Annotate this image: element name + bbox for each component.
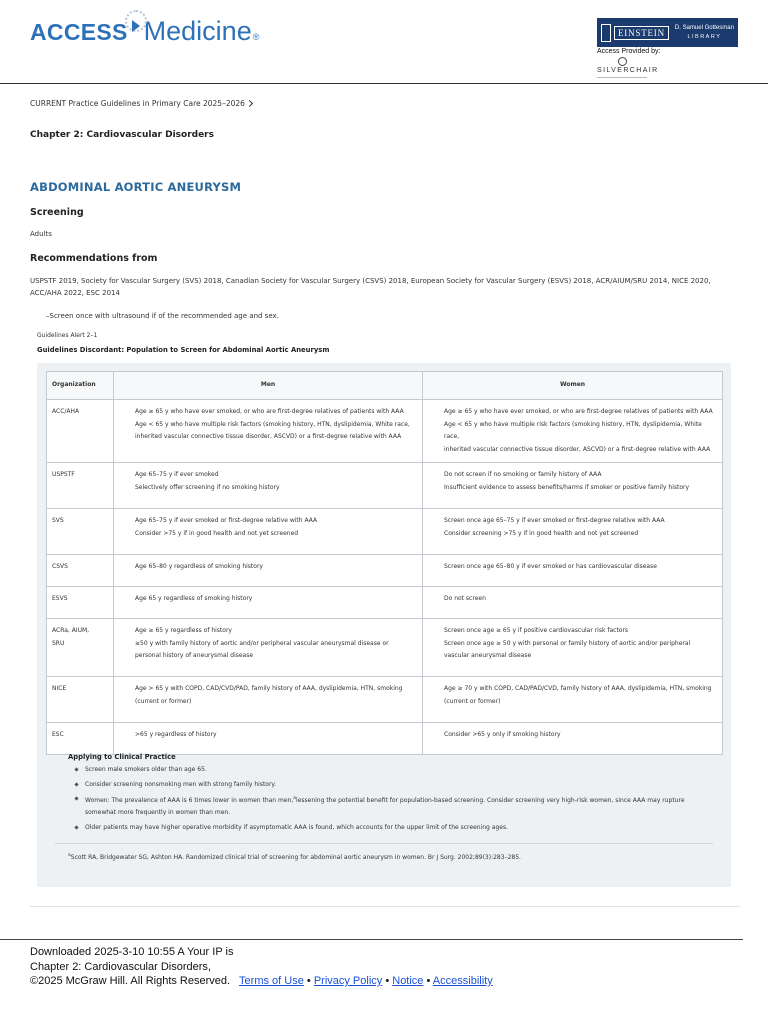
library-label: LIBRARY (687, 33, 722, 40)
accessmedicine-logo[interactable] (30, 14, 259, 47)
guidelines-alert-label: Guidelines Alert 2–1 (37, 332, 98, 339)
download-info: Downloaded 2025-3-10 10:55 A Your IP is (30, 946, 234, 958)
column-header-organization: Organization (47, 372, 114, 400)
screening-heading: Screening (30, 207, 84, 218)
cell-text-line: Age > 65 y with COPD, CAD/CVD/PAD, family history of AAA, dyslipidemia, HTN, smoking (135, 685, 403, 692)
cell-text-line: Selectively offer screening if no smoking history (135, 483, 280, 491)
cell-text-line: Screen once age ≥ 50 y with personal or family history of aortic and/or peripheral (444, 639, 691, 647)
recommendation-note: –Screen once with ultrasound if of the recommended age and sex. (46, 312, 279, 320)
cell-women (423, 619, 723, 677)
cell-text-line: Insufficient evidence to assess benefits/harms if smoker or positive family history (444, 483, 690, 491)
cell-organization (47, 723, 114, 755)
cell-text-line: Age 65–80 y regardless of smoking history (135, 563, 263, 570)
cell-organization (47, 555, 114, 587)
cell-text-line: personal history of aneurysmal disease (135, 652, 254, 659)
cell-text-line: SRU (52, 639, 65, 647)
access-provided-by: Access Provided by: (597, 48, 661, 55)
cell-text-line: Age < 65 y who have multiple risk factors (smoking history, HTN, dyslipidemia, White race, (135, 420, 410, 428)
cell-men (114, 723, 423, 755)
bullet-icon (74, 782, 78, 786)
applying-title: Applying to Clinical Practice (68, 753, 176, 761)
footnote-marker[interactable]: a (293, 796, 297, 801)
einstein-label: EINSTEIN (614, 26, 669, 40)
link-separator: • (423, 975, 433, 987)
library-mark-icon (601, 24, 611, 42)
bullet-icon (74, 825, 78, 829)
content-end-divider (30, 906, 740, 907)
copyright-text: ©2025 McGraw Hill. All Rights Reserved. (30, 975, 231, 987)
guidelines-table (46, 371, 723, 755)
cell-text-line: ESC (52, 731, 64, 738)
list-item (68, 779, 718, 791)
population-label: Adults (30, 230, 52, 238)
cell-text-line: Do not screen if no smoking or family history of AAA (444, 471, 602, 478)
list-item-text: Consider screening nonsmoking men with strong family history. (85, 780, 277, 788)
section-title: ABDOMINAL AORTIC ANEURYSM (30, 180, 242, 194)
footnote-text: Scott RA, Bridgewater SG, Ashton HA. Randomized clinical trial of screening for abdominal aortic aneurysm in women. Br J Surg. 2002;89(3):283–285. (70, 854, 521, 861)
cell-men (114, 400, 423, 463)
footer-divider (0, 939, 743, 940)
list-item (68, 764, 718, 776)
footer-chapter: Chapter 2: Cardiovascular Disorders, (30, 960, 211, 973)
cell-text-line: inherited vascular connective tissue disorder, ASCVD) or a first-degree relative with AAA (444, 445, 711, 453)
silverchair-icon (618, 57, 627, 66)
bullet-icon (74, 796, 78, 800)
link-separator: • (382, 975, 393, 987)
chevron-right-icon (246, 100, 253, 107)
list-item-text: Women: The prevalence of AAA is 6 times lower in women than men, (85, 797, 294, 804)
guidelines-alert-panel (37, 363, 731, 887)
cell-organization (47, 677, 114, 723)
cell-women (423, 555, 723, 587)
breadcrumb[interactable] (30, 99, 252, 108)
table-row (47, 587, 723, 619)
recommendations-heading: Recommendations from (30, 253, 158, 264)
cell-text-line: ESVS (52, 595, 68, 602)
cell-text-line: Consider screening >75 y if in good health and not yet screened (444, 529, 639, 537)
page-header (0, 0, 768, 84)
column-header-men: Men (114, 372, 423, 400)
table-body (47, 400, 723, 755)
cell-text-line: (current or former) (444, 697, 501, 705)
cell-text-line: Screen once age ≥ 65 y if positive cardiovascular risk factors (444, 627, 629, 634)
cell-men (114, 677, 423, 723)
cell-text-line: SVS (52, 517, 64, 524)
cell-text-line: ACRa, AIUM, (52, 627, 90, 634)
applying-to-clinical-practice (68, 753, 718, 836)
cell-text-line: vascular aneurysmal disease (444, 652, 532, 659)
cell-text-line: Screen once age 65–75 y if ever smoked or first-degree relative with AAA (444, 517, 665, 524)
library-name: D. Samuel Gottesman (674, 25, 734, 32)
cell-women (423, 400, 723, 463)
cell-women (423, 509, 723, 555)
chapter-title: Chapter 2: Cardiovascular Disorders (30, 130, 214, 140)
cell-women (423, 677, 723, 723)
cell-text-line: NICE (52, 685, 67, 692)
cell-men (114, 509, 423, 555)
footnote (68, 853, 521, 861)
cell-text-line: inherited vascular connective tissue disorder, ASCVD) or a first-degree relative with AAA (135, 433, 402, 440)
footnote-marker: a (68, 853, 71, 858)
table-row (47, 619, 723, 677)
cell-text-line: Age 65–75 y if ever smoked or first-degree relative with AAA (135, 517, 318, 524)
page-footer (30, 945, 493, 989)
cell-text-line: Age < 65 y who have multiple risk factors (smoking history, HTN, dyslipidemia, White race, (444, 420, 702, 440)
cell-text-line: USPSTF (52, 471, 75, 478)
logo-medicine-text: Medicine (143, 16, 252, 46)
list-item (68, 822, 718, 834)
logo-access-text: ACCESS (30, 19, 128, 45)
column-header-women: Women (423, 372, 723, 400)
notice-link[interactable]: Notice (392, 975, 424, 987)
cell-organization (47, 400, 114, 463)
applying-list (68, 764, 718, 834)
cell-organization (47, 587, 114, 619)
cell-text-line: Consider >75 y if in good health and not yet screened (135, 529, 299, 537)
cell-text-line: Age ≥ 65 y regardless of history (135, 627, 232, 634)
cell-text-line: Screen once age 65–80 y if ever smoked or has cardiovascular disease (444, 563, 657, 570)
cell-text-line: >65 y regardless of history (135, 731, 217, 738)
terms-of-use-link[interactable]: Terms of Use (239, 975, 304, 987)
provider-divider (597, 77, 647, 78)
cell-women (423, 587, 723, 619)
list-item-text: lessening the potential benefit for population-based screening. Consider screening very high-risk women, since AAA may rupture (296, 797, 685, 804)
list-item-text: Screen male smokers older than age 65. (85, 766, 207, 773)
cell-men (114, 619, 423, 677)
cell-men (114, 463, 423, 509)
breadcrumb-book-title[interactable]: CURRENT Practice Guidelines in Primary Care 2025–2026 (30, 99, 245, 108)
table-row (47, 677, 723, 723)
privacy-policy-link[interactable]: Privacy Policy (313, 975, 383, 987)
cell-text-line: Age 65 y regardless of smoking history (135, 595, 253, 602)
logo-registered-mark: ® (252, 32, 260, 42)
table-row (47, 509, 723, 555)
table-row (47, 400, 723, 463)
footer-copyright-row (30, 974, 493, 989)
bullet-icon (74, 767, 78, 771)
recommendations-sources: USPSTF 2019, Society for Vascular Surgery (SVS) 2018, Canadian Society for Vascular Surgery (CSVS) 2018, European Society for Vascular Surgery (ESVS) 2018, ACR/AIUM/SRU 2014, NICE 2020, ACC/AHA 2022, ESC 2014 (30, 277, 711, 297)
list-item (68, 793, 718, 819)
cell-text-line: Do not screen (444, 595, 486, 602)
list-item-text: Older patients may have higher operative morbidity if asymptomatic AAA is found, which accounts for the upper limit of the screening ages. (85, 823, 508, 831)
cell-organization (47, 463, 114, 509)
cell-text-line: Age 65–75 y if ever smoked (135, 471, 219, 478)
provider-name: SILVERCHAIR (597, 67, 659, 74)
cell-text-line: Age ≥ 65 y who have ever smoked, or who are first-degree relatives of patients with AAA (135, 408, 404, 415)
list-item-text: somewhat more frequently in women than men. (85, 809, 231, 816)
cell-text-line: ACC/AHA (52, 408, 80, 415)
cell-women (423, 463, 723, 509)
cell-organization (47, 619, 114, 677)
footnote-divider (55, 843, 713, 844)
cell-text-line: ≥50 y with family history of aortic and/or peripheral vascular aneurysmal disease or (135, 639, 389, 647)
logo-arrow-icon (129, 14, 143, 40)
table-row (47, 723, 723, 755)
accessibility-link[interactable]: Accessibility (432, 975, 493, 987)
cell-men (114, 587, 423, 619)
cell-text-line: (current or former) (135, 697, 192, 705)
link-separator: • (303, 975, 314, 987)
cell-men (114, 555, 423, 587)
table-header-row (47, 372, 723, 400)
cell-text-line: Consider >65 y only if smoking history (444, 731, 561, 738)
cell-text-line: Age ≥ 70 y with COPD, CAD/PAD/CVD, family history of AAA, dyslipidemia, HTN, smoking (444, 685, 712, 692)
cell-organization (47, 509, 114, 555)
cell-women (423, 723, 723, 755)
einstein-library-logo (597, 18, 738, 47)
cell-text-line: CSVS (52, 563, 68, 570)
guidelines-alert-title: Guidelines Discordant: Population to Screen for Abdominal Aortic Aneurysm (37, 346, 330, 354)
table-row (47, 555, 723, 587)
table-row (47, 463, 723, 509)
cell-text-line: Age ≥ 65 y who have ever smoked, or who are first-degree relatives of patients with AAA (444, 408, 713, 415)
